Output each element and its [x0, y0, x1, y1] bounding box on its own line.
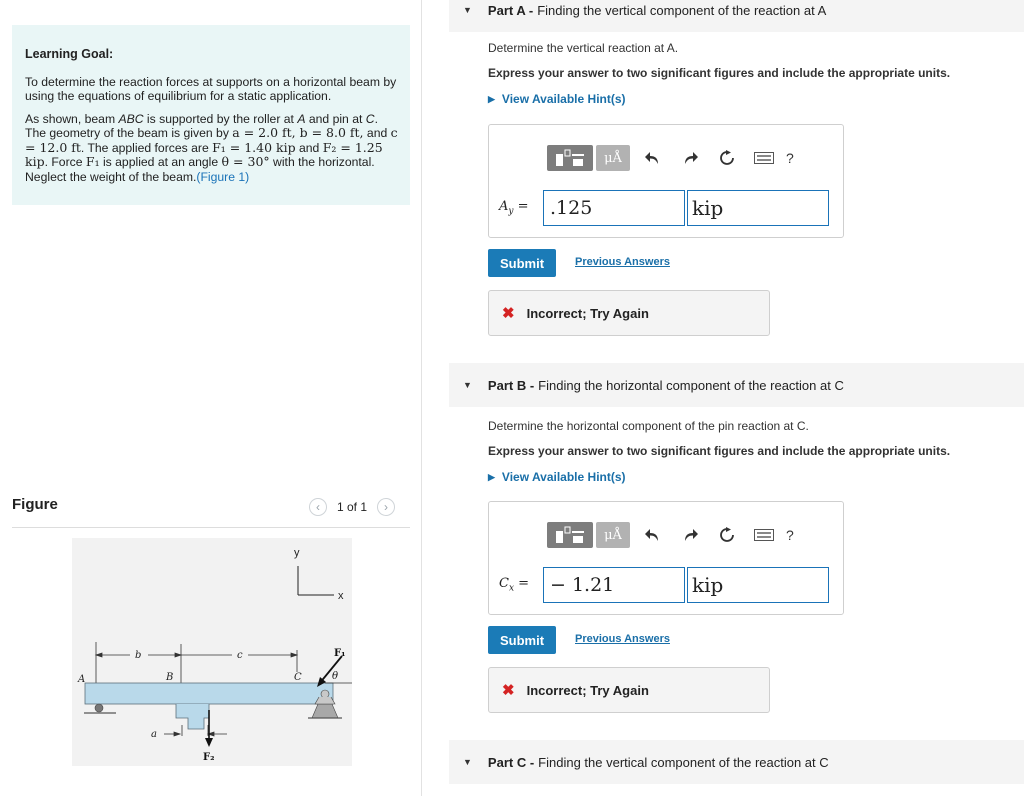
part-a-answer-box [488, 124, 844, 238]
undo-button[interactable] [639, 522, 667, 548]
part-b-instruction: Express your answer to two significant figures and include the appropriate units. [488, 444, 951, 458]
beam-figure [72, 538, 352, 766]
part-a-instruction: Express your answer to two significant figures and include the appropriate units. [488, 66, 951, 80]
figure-page-count: 1 of 1 [337, 500, 368, 514]
next-figure-button[interactable] [377, 498, 395, 516]
redo-button[interactable] [676, 145, 704, 171]
part-b-prompt: Determine the horizontal component of the pin reaction at C. [488, 419, 809, 433]
part-c-title: Finding the vertical component of the reaction at C [538, 754, 829, 770]
part-b-label: Part B - [487, 377, 535, 393]
caret-right-icon: ▶ [488, 471, 495, 482]
part-c-label: Part C - [487, 754, 535, 770]
part-a-feedback: ✖ Incorrect; Try Again [488, 290, 770, 336]
part-b-previous-answers-link[interactable]: Previous Answers [575, 633, 670, 645]
reset-icon [719, 527, 735, 543]
force-f1-label: F₁ [334, 648, 346, 659]
part-b-units-input[interactable]: kip [687, 567, 829, 603]
part-a-submit-button[interactable]: Submit [488, 249, 556, 277]
caret-right-icon: ▶ [488, 93, 495, 104]
part-b-variable-label: $C_x$ = [499, 576, 530, 594]
part-a-units-input[interactable]: kip [687, 190, 829, 226]
part-a-variable-label: $A_y$ = [499, 199, 529, 217]
part-a-previous-answers-link[interactable]: Previous Answers [575, 256, 670, 268]
dim-c-label: c [237, 650, 243, 661]
part-a-body [488, 41, 1008, 106]
units-button[interactable]: μÅ [596, 522, 630, 548]
keyboard-icon [754, 529, 774, 541]
learning-goal-objective: To determine the reaction forces at supports on a horizontal beam by using the equations of equilibrium for a static application. [25, 74, 397, 103]
chevron-left-icon: ‹ [316, 500, 320, 514]
prev-figure-button[interactable] [309, 498, 327, 516]
math-toolbar [547, 145, 794, 171]
part-b-submit-button[interactable]: Submit [488, 626, 556, 654]
reset-button[interactable] [713, 522, 741, 548]
column-divider [421, 0, 422, 796]
undo-icon [645, 151, 661, 165]
figure-header [12, 493, 410, 528]
keyboard-button[interactable] [750, 145, 778, 171]
axis-y-label: y [294, 547, 300, 559]
reset-icon [719, 150, 735, 166]
figure-pager [309, 498, 395, 516]
part-b-body [488, 419, 1008, 484]
force-f2-label: F₂ [203, 752, 215, 763]
part-b-hint-link[interactable]: ▶ View Available Hint(s) [488, 470, 626, 484]
part-a-header[interactable] [449, 0, 1024, 32]
part-c-header[interactable] [449, 740, 1024, 784]
dim-a-label: a [151, 729, 157, 740]
figure-link[interactable]: (Figure 1) [196, 169, 250, 184]
point-b-label: B [166, 672, 174, 683]
templates-icon [555, 149, 585, 167]
error-x-icon: ✖ [502, 305, 515, 322]
reset-button[interactable] [713, 145, 741, 171]
part-b-header[interactable] [449, 363, 1024, 407]
units-button[interactable]: μÅ [596, 145, 630, 171]
undo-button[interactable] [639, 145, 667, 171]
dim-b-label: b [135, 650, 142, 661]
point-a-label: A [78, 674, 86, 685]
redo-icon [682, 151, 698, 165]
keyboard-button[interactable] [750, 522, 778, 548]
chevron-right-icon: › [384, 500, 389, 514]
help-button[interactable]: ? [786, 150, 794, 166]
collapse-triangle-icon: ▼ [463, 5, 472, 15]
part-a-label: Part A - [487, 2, 534, 18]
undo-icon [645, 528, 661, 542]
part-a-title: Finding the vertical component of the reaction at A [537, 2, 827, 18]
learning-goal-title: Learning Goal: [25, 47, 114, 61]
axis-x-label: x [338, 590, 344, 602]
angle-theta-label: θ [332, 671, 339, 682]
templates-icon [555, 526, 585, 544]
templates-button[interactable] [547, 145, 593, 171]
point-c-label: C [294, 672, 302, 683]
figure-title: Figure [12, 496, 58, 513]
redo-icon [682, 528, 698, 542]
keyboard-icon [754, 152, 774, 164]
part-b-answer-box [488, 501, 844, 615]
templates-button[interactable] [547, 522, 593, 548]
problem-statement: As shown, beam ABC is supported by the roller at A and pin at C. The geometry of the beam is given by a = 2.0 ft, b = 8.0 ft, and c = 12.0 ft. The applied forces are F₁ = 1.40 kip and F₂ = 1.25 kip. Force F₁ is applied at an angle θ = 30° with the horizontal. Neglect the weight of the beam.(Figure 1) [25, 111, 398, 184]
redo-button[interactable] [676, 522, 704, 548]
beam [85, 683, 333, 704]
part-a-prompt: Determine the vertical reaction at A. [488, 41, 679, 55]
part-b-title: Finding the horizontal component of the reaction at C [538, 377, 844, 393]
learning-goal-panel [12, 25, 410, 205]
collapse-triangle-icon: ▼ [463, 380, 472, 390]
part-a-value-input[interactable]: .125 [543, 190, 685, 226]
error-x-icon: ✖ [502, 682, 515, 699]
help-button[interactable]: ? [786, 527, 794, 543]
part-b-feedback: ✖ Incorrect; Try Again [488, 667, 770, 713]
math-toolbar [547, 522, 794, 548]
part-b-value-input[interactable]: − 1.21 [543, 567, 685, 603]
collapse-triangle-icon: ▼ [463, 757, 472, 767]
part-a-hint-link[interactable]: ▶ View Available Hint(s) [488, 92, 626, 106]
